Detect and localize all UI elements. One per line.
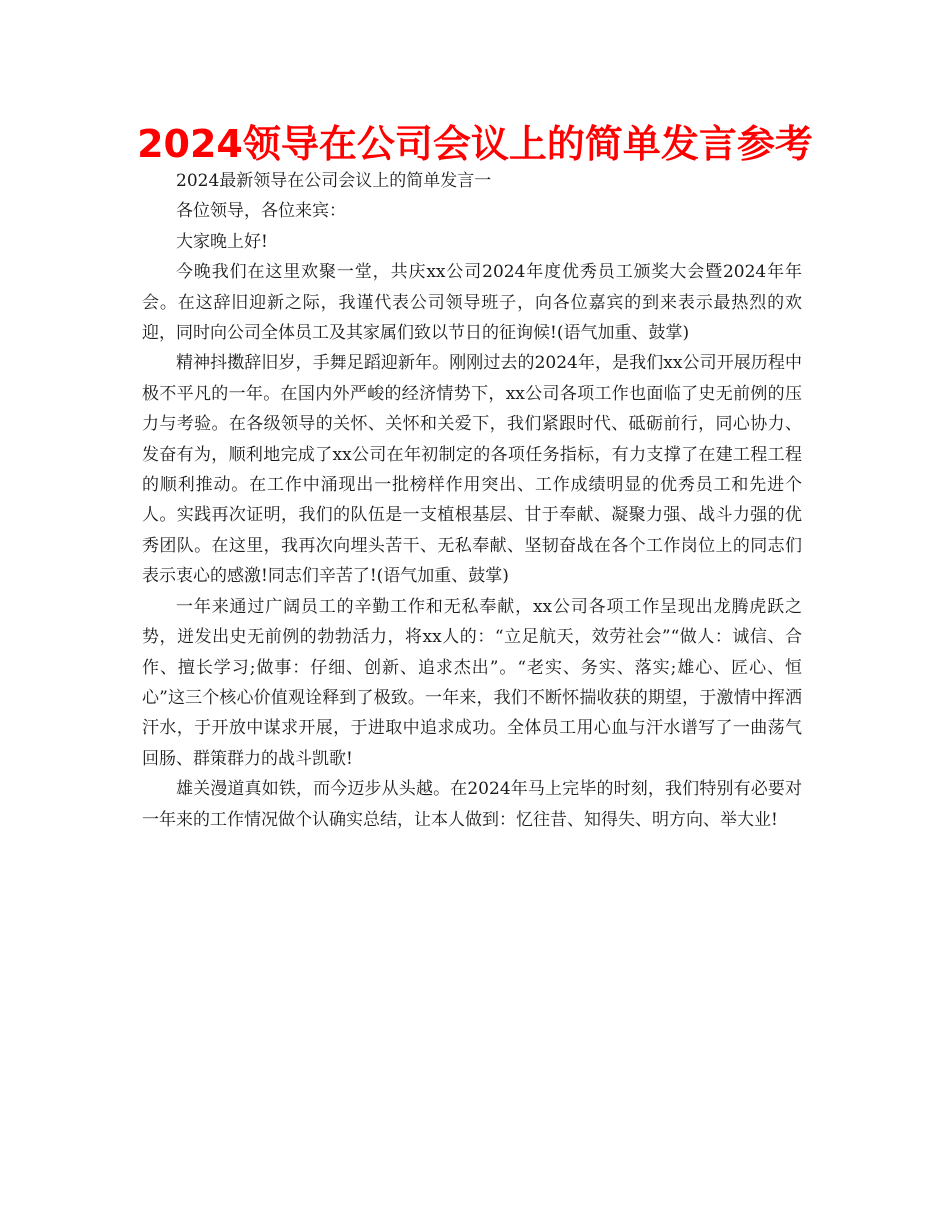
paragraph-greeting: 大家晚上好! xyxy=(176,231,268,252)
document-body xyxy=(142,166,802,835)
paragraph-achievements: 一年来通过广阔员工的辛勤工作和无私奉献，xx公司各项工作呈现出龙腾虎跃之势，迸发出史无前例的勃勃活力，将xx人的：“立足航天，效劳社会”“做人：诚信、合作、擅长学习;做事：仔细、创新、追求杰出”。“老实、务实、落实;雄心、匠心、恒心”这三个核心价值观诠释到了极致。一年来，我们不断怀揣收获的期望，于激情中挥洒汗水，于开放中谋求开展，于进取中追求成功。全体员工用心血与汗水谱写了一曲荡气回肠、群策群力的战斗凯歌! xyxy=(142,596,802,769)
paragraph-salutation: 各位领导，各位来宾： xyxy=(176,201,346,222)
document-title: 2024领导在公司会议上的简单发言参考 xyxy=(137,122,813,166)
paragraph-opening: 今晚我们在这里欢聚一堂，共庆xx公司2024年度优秀员工颁奖大会暨2024年年会。在这辞旧迎新之际，我谨代表公司领导班子，向各位嘉宾的到来表示最热烈的欢迎，同时向公司全体员工及其家属们致以节日的征询候!(语气加重、鼓掌) xyxy=(142,262,802,344)
paragraph-year-review: 精神抖擞辞旧岁，手舞足蹈迎新年。刚刚过去的2024年，是我们xx公司开展历程中极不平凡的一年。在国内外严峻的经济情势下，xx公司各项工作也面临了史无前例的压力与考验。在各级领导的关怀、关怀和关爱下，我们紧跟时代、砥砺前行，同心协力、发奋有为，顺利地完成了xx公司在年初制定的各项任务指标，有力支撑了在建工程工程的顺利推动。在工作中涌现出一批榜样作用突出、工作成绩明显的优秀员工和先进个人。实践再次证明，我们的队伍是一支植根基层、甘于奉献、凝聚力强、战斗力强的优秀团队。在这里，我再次向埋头苦干、无私奉献、坚韧奋战在各个工作岗位上的同志们表示衷心的感激!同志们辛苦了!(语气加重、鼓掌) xyxy=(142,353,802,587)
paragraph-subtitle: 2024最新领导在公司会议上的简单发言一 xyxy=(176,171,492,191)
paragraph-summary: 雄关漫道真如铁，而今迈步从头越。在2024年马上完毕的时刻，我们特别有必要对一年来的工作情况做个认确实总结，让本人做到：忆往昔、知得失、明方向、举大业! xyxy=(142,779,802,830)
